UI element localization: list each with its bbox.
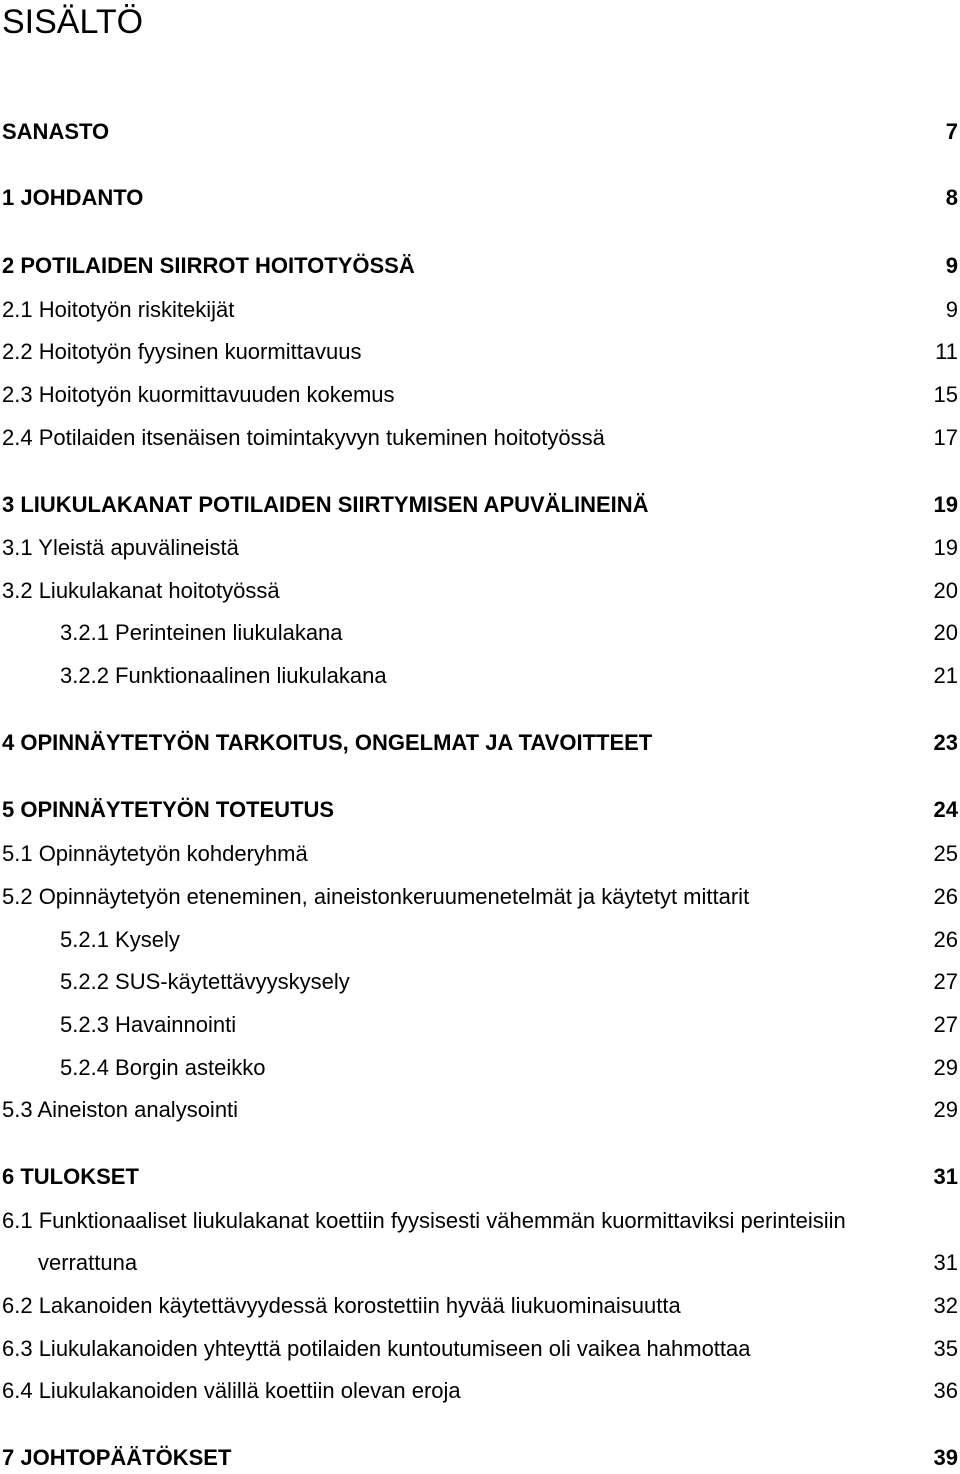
toc-entry-3-2-2[interactable]	[0, 660, 958, 692]
toc-entry-5-2[interactable]	[0, 881, 958, 913]
toc-entry-page: 24	[933, 797, 958, 822]
toc-entry-6-4[interactable]	[0, 1375, 958, 1407]
toc-entry-page: 29	[933, 1055, 958, 1080]
toc-entry-page: 19	[933, 492, 958, 517]
toc-entry-label: 3.2.1 Perinteinen liukulakana	[60, 620, 343, 645]
toc-entry-label: 6.4 Liukulakanoiden välillä koettiin olevan eroja	[2, 1378, 461, 1403]
toc-entry-label: 2.2 Hoitotyön fyysinen kuormittavuus	[2, 339, 362, 364]
toc-entry-page: 15	[933, 382, 958, 407]
toc-entry-2-2[interactable]	[0, 336, 958, 368]
toc-entry-label: 5.2.3 Havainnointi	[60, 1012, 237, 1037]
toc-entry-5-2-1[interactable]	[0, 924, 958, 956]
toc-entry-label: 5.2 Opinnäytetyön eteneminen, aineistonkeruumenetelmät ja käytetyt mittarit	[2, 884, 750, 909]
toc-entry-label: 3.1 Yleistä apuvälineistä	[2, 535, 239, 560]
toc-entry-page: 31	[933, 1250, 958, 1275]
toc-entry-label: 2 POTILAIDEN SIIRROT HOITOTYÖSSÄ	[2, 253, 415, 278]
toc-entry-5-3[interactable]	[0, 1094, 958, 1126]
toc-entry-page: 27	[933, 969, 958, 994]
toc-entry-page: 21	[933, 663, 958, 688]
toc-entry-label: SANASTO	[2, 119, 110, 144]
toc-entry-3-2[interactable]	[0, 575, 958, 607]
toc-entry-3-2-1[interactable]	[0, 617, 958, 649]
toc-entry-page: 8	[945, 185, 958, 210]
toc-entry-page: 31	[933, 1164, 958, 1189]
toc-entry-page: 25	[933, 841, 958, 866]
toc-entry-page: 23	[933, 730, 958, 755]
toc-entry-5-2-4[interactable]	[0, 1052, 958, 1084]
toc-entry-label-continuation: verrattuna	[38, 1250, 138, 1275]
toc-entry-page: 39	[933, 1445, 958, 1470]
toc-entry-6-2[interactable]	[0, 1290, 958, 1322]
toc-entry-5-2-3[interactable]	[0, 1009, 958, 1041]
toc-entry-3-1[interactable]	[0, 532, 958, 564]
toc-entry-1[interactable]	[0, 182, 958, 214]
toc-entry-label: 5.2.2 SUS-käytettävyyskysely	[60, 969, 350, 994]
toc-entry-label: 1 JOHDANTO	[2, 185, 144, 210]
toc-entry-6-3[interactable]	[0, 1333, 958, 1365]
toc-entry-label: 6 TULOKSET	[2, 1164, 139, 1189]
toc-entry-5-2-2[interactable]	[0, 966, 958, 998]
toc-entry-page: 29	[933, 1097, 958, 1122]
toc-entry-page: 9	[945, 297, 958, 322]
toc-entry-label: 2.1 Hoitotyön riskitekijät	[2, 297, 235, 322]
toc-entry-label: 4 OPINNÄYTETYÖN TARKOITUS, ONGELMAT JA TAVOITTEET	[2, 730, 653, 755]
toc-entry-page: 27	[933, 1012, 958, 1037]
toc-entry-2[interactable]	[0, 250, 958, 282]
toc-entry-sanasto[interactable]	[0, 116, 958, 148]
toc-entry-label: 5.3 Aineiston analysointi	[2, 1097, 239, 1122]
toc-entry-4[interactable]	[0, 727, 958, 759]
page-title: SISÄLTÖ	[2, 3, 144, 41]
toc-entry-label: 5.1 Opinnäytetyön kohderyhmä	[2, 841, 308, 866]
toc-entry-label: 5.2.1 Kysely	[60, 927, 180, 952]
toc-entry-page: 19	[933, 535, 958, 560]
toc-entry-5[interactable]	[0, 794, 958, 826]
toc-entry-page: 35	[933, 1336, 958, 1361]
toc-entry-label: 7 JOHTOPÄÄTÖKSET	[2, 1445, 232, 1470]
toc-entry-label: 6.1 Funktionaaliset liukulakanat koettiin fyysisesti vähemmän kuormittaviksi perinteisiin	[2, 1208, 846, 1233]
toc-entry-3[interactable]	[0, 489, 958, 521]
toc-entry-label: 3 LIUKULAKANAT POTILAIDEN SIIRTYMISEN APUVÄLINEINÄ	[2, 492, 649, 517]
toc-entry-page: 17	[933, 425, 958, 450]
toc-entry-label: 2.4 Potilaiden itsenäisen toimintakyvyn tukeminen hoitotyössä	[2, 425, 605, 450]
toc-entry-5-1[interactable]	[0, 838, 958, 870]
toc-entry-page: 20	[933, 578, 958, 603]
toc-entry-label: 6.2 Lakanoiden käytettävyydessä korostettiin hyvää liukuominaisuutta	[2, 1293, 681, 1318]
toc-entry-label: 2.3 Hoitotyön kuormittavuuden kokemus	[2, 382, 395, 407]
toc-entry-label: 5 OPINNÄYTETYÖN TOTEUTUS	[2, 797, 335, 822]
toc-entry-label: 3.2 Liukulakanat hoitotyössä	[2, 578, 280, 603]
toc-entry-7[interactable]	[0, 1442, 958, 1474]
toc-entry-page: 11	[935, 339, 958, 364]
toc-entry-page: 7	[945, 119, 958, 144]
toc-entry-page: 26	[933, 884, 958, 909]
toc-entry-label: 3.2.2 Funktionaalinen liukulakana	[60, 663, 387, 688]
toc-entry-label: 6.3 Liukulakanoiden yhteyttä potilaiden kuntoutumiseen oli vaikea hahmottaa	[2, 1336, 751, 1361]
toc-entry-6[interactable]	[0, 1161, 958, 1193]
toc-entry-page: 26	[933, 927, 958, 952]
toc-entry-2-3[interactable]	[0, 379, 958, 411]
toc-entry-2-4[interactable]	[0, 422, 958, 454]
toc-entry-page: 20	[933, 620, 958, 645]
toc-entry-label: 5.2.4 Borgin asteikko	[60, 1055, 266, 1080]
toc-entry-page: 9	[945, 253, 958, 278]
toc-entry-2-1[interactable]	[0, 294, 958, 326]
toc-entry-page: 32	[933, 1293, 958, 1318]
toc-entry-page: 36	[933, 1378, 958, 1403]
toc-entry-6-1[interactable]	[0, 1205, 958, 1275]
